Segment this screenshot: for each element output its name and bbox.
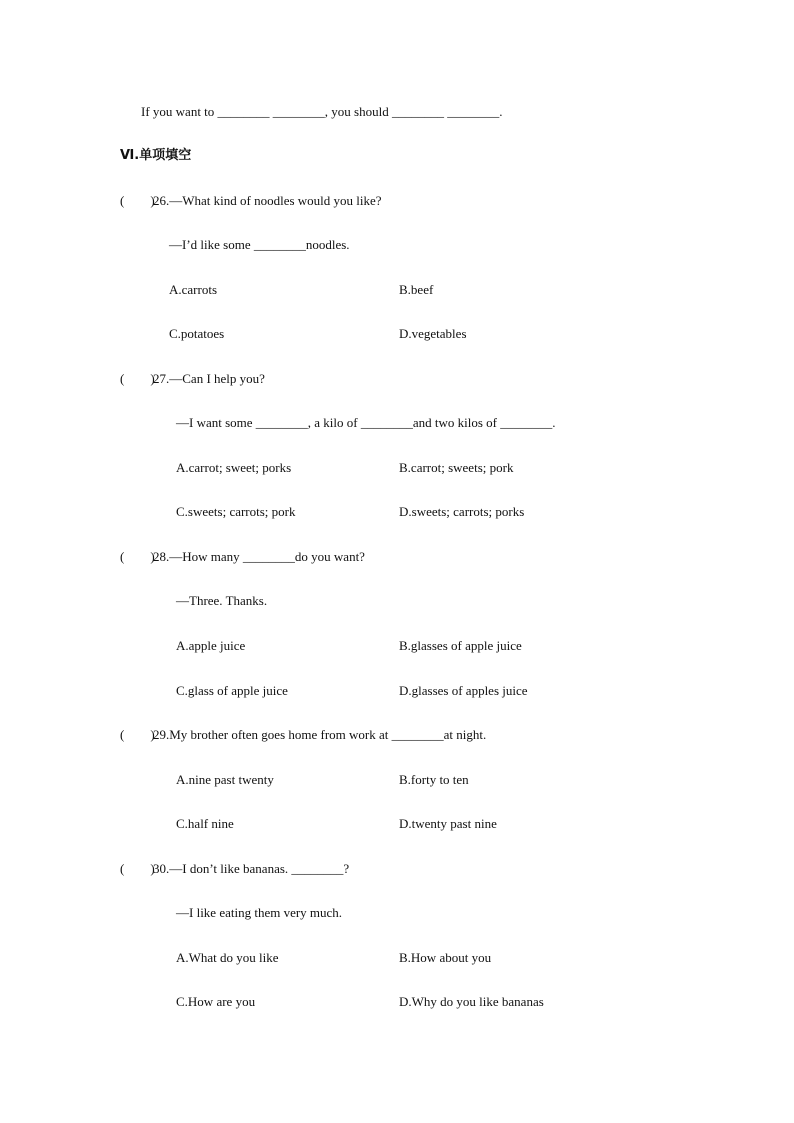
question-stem: 26.—What kind of noodles would you like? — [153, 193, 382, 208]
question-reply: —I like eating them very much. — [176, 905, 343, 920]
question-reply: —Three. Thanks. — [176, 593, 268, 608]
option-a: A.carrots — [169, 282, 218, 297]
question-stem: 30.—I don’t like bananas. ________? — [153, 861, 350, 876]
section-title: Ⅵ.单项填空 — [120, 148, 192, 163]
option-a: A.carrot; sweet; porks — [176, 460, 292, 475]
option-b: B.forty to ten — [399, 772, 469, 787]
question-reply: —I’d like some ________noodles. — [169, 237, 350, 252]
answer-bracket[interactable]: ( ) — [120, 371, 155, 386]
option-a: A.apple juice — [176, 638, 246, 653]
option-c: C.How are you — [176, 994, 256, 1009]
option-d: D.twenty past nine — [399, 816, 497, 831]
option-b: B.How about you — [399, 950, 492, 965]
option-b: B.carrot; sweets; pork — [399, 460, 514, 475]
answer-bracket[interactable]: ( ) — [120, 861, 155, 876]
option-b: B.glasses of apple juice — [399, 638, 522, 653]
question-reply: —I want some ________, a kilo of ________and two kilos of ________. — [176, 415, 556, 430]
answer-bracket[interactable]: ( ) — [120, 549, 155, 564]
option-d: D.sweets; carrots; porks — [399, 504, 525, 519]
option-c: C.glass of apple juice — [176, 683, 288, 698]
answer-bracket[interactable]: ( ) — [120, 193, 155, 208]
option-d: D.Why do you like bananas — [399, 994, 544, 1009]
option-c: C.sweets; carrots; pork — [176, 504, 296, 519]
option-b: B.beef — [399, 282, 434, 297]
question-stem: 28.—How many ________do you want? — [153, 549, 365, 564]
option-d: D.glasses of apples juice — [399, 683, 528, 698]
option-a: A.What do you like — [176, 950, 279, 965]
question-stem: 27.—Can I help you? — [153, 371, 265, 386]
option-d: D.vegetables — [399, 326, 467, 341]
option-c: C.potatoes — [169, 326, 225, 341]
option-a: A.nine past twenty — [176, 772, 274, 787]
question-stem: 29.My brother often goes home from work at ________at night. — [153, 727, 487, 742]
answer-bracket[interactable]: ( ) — [120, 727, 155, 742]
option-c: C.half nine — [176, 816, 234, 831]
intro-line: If you want to ________ ________, you should ________ ________. — [141, 104, 503, 119]
